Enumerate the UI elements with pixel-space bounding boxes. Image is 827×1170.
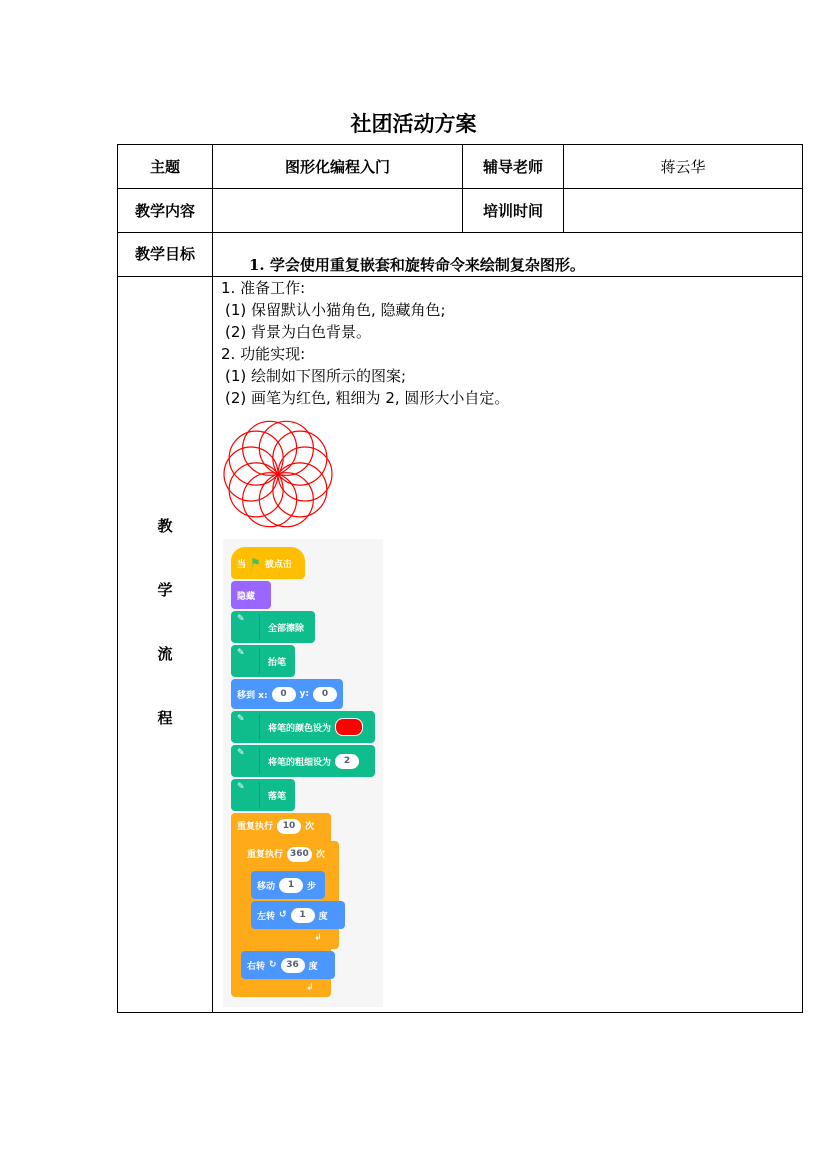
pen-icon: ✎ bbox=[237, 648, 260, 674]
move-steps-input: 1 bbox=[279, 878, 303, 893]
goto-xy-block bbox=[231, 679, 343, 709]
flow-label bbox=[118, 277, 213, 1013]
step-item: (1) 保留默认小猫角色, 隐藏角色; bbox=[225, 301, 446, 319]
turn-right-block bbox=[241, 951, 335, 979]
goto-label: 移到 x: bbox=[237, 690, 268, 701]
goal-value: 1. 学会使用重复嵌套和旋转命令来绘制复杂图形。 bbox=[213, 233, 803, 277]
set-pen-color-block bbox=[231, 711, 375, 743]
flow-content bbox=[213, 277, 803, 1013]
repeat-outer-label: 重复执行 bbox=[237, 822, 274, 832]
flower-circle bbox=[273, 431, 327, 485]
green-flag-icon: ⚑ bbox=[250, 556, 261, 570]
loop-arrow-icon: ↲ bbox=[301, 981, 323, 995]
turn-right-label: 右转 bbox=[247, 961, 266, 972]
flower-circle bbox=[259, 473, 313, 527]
goto-y-input: 0 bbox=[313, 687, 337, 702]
clicked-label: 被点击 bbox=[264, 559, 292, 570]
deg-unit: 度 bbox=[308, 961, 318, 972]
time-value bbox=[564, 189, 803, 233]
row-flow bbox=[118, 277, 803, 1013]
flower-circle bbox=[259, 421, 313, 475]
content-label: 教学内容 bbox=[118, 189, 213, 233]
row-topic bbox=[118, 145, 803, 189]
rotate-right-icon: ↻ bbox=[269, 960, 277, 970]
teacher-value: 蒋云华 bbox=[564, 145, 803, 189]
repeat-inner-label: 重复执行 bbox=[247, 850, 284, 860]
pen-icon: ✎ bbox=[237, 714, 260, 740]
flower-circle bbox=[278, 447, 332, 501]
steps-unit: 步 bbox=[307, 881, 317, 892]
flow-char: 学 bbox=[157, 580, 173, 599]
row-content bbox=[118, 189, 803, 233]
pen-up-block bbox=[231, 645, 295, 677]
erase-all-label: 全部擦除 bbox=[268, 623, 305, 634]
when-flag-block bbox=[231, 547, 305, 579]
turn-right-input: 36 bbox=[281, 958, 305, 973]
flower-circle bbox=[224, 447, 278, 501]
pen-color-swatch bbox=[335, 718, 363, 736]
topic-value: 图形化编程入门 bbox=[213, 145, 463, 189]
flow-char: 流 bbox=[157, 644, 173, 663]
flower-circle bbox=[273, 463, 327, 517]
step-heading: 2. 功能实现: bbox=[221, 345, 306, 363]
repeat-outer-count: 10 bbox=[277, 819, 301, 834]
step-heading: 1. 准备工作: bbox=[221, 279, 306, 297]
turn-left-block bbox=[251, 901, 345, 929]
flower-circle bbox=[243, 473, 297, 527]
flow-char: 程 bbox=[157, 708, 173, 727]
pen-down-block bbox=[231, 779, 295, 811]
pen-down-label: 落笔 bbox=[268, 791, 287, 802]
topic-label: 主题 bbox=[118, 145, 213, 189]
flower-circle bbox=[243, 421, 297, 475]
set-color-label: 将笔的颜色设为 bbox=[268, 723, 332, 734]
flower-circle bbox=[229, 463, 283, 517]
pen-size-input: 2 bbox=[335, 754, 359, 769]
deg-unit: 度 bbox=[318, 911, 328, 922]
scratch-code-image bbox=[223, 539, 383, 1007]
set-pen-size-block bbox=[231, 745, 375, 777]
goto-y-label: y: bbox=[299, 689, 310, 699]
erase-all-block bbox=[231, 611, 315, 643]
teacher-label: 辅导老师 bbox=[463, 145, 564, 189]
content-value bbox=[213, 189, 463, 233]
activity-plan-table bbox=[117, 144, 803, 1013]
hide-block: 隐藏 bbox=[231, 581, 271, 609]
loop-arrow-icon: ↲ bbox=[309, 931, 331, 945]
pen-up-label: 抬笔 bbox=[268, 657, 287, 668]
goto-x-input: 0 bbox=[272, 687, 296, 702]
set-size-label: 将笔的粗细设为 bbox=[268, 757, 332, 768]
move-block bbox=[251, 871, 325, 899]
flow-char: 教 bbox=[157, 516, 173, 535]
time-label: 培训时间 bbox=[463, 189, 564, 233]
pen-icon: ✎ bbox=[237, 782, 260, 808]
times-label: 次 bbox=[315, 850, 325, 860]
step-item: (1) 绘制如下图所示的图案; bbox=[225, 367, 407, 385]
pen-icon: ✎ bbox=[237, 614, 260, 640]
turn-left-input: 1 bbox=[291, 908, 315, 923]
times-label: 次 bbox=[305, 822, 315, 832]
pen-icon: ✎ bbox=[237, 748, 260, 774]
turn-left-label: 左转 bbox=[257, 911, 276, 922]
rotate-left-icon: ↺ bbox=[279, 910, 287, 920]
flower-circle bbox=[229, 431, 283, 485]
when-label: 当 bbox=[237, 559, 247, 570]
goal-label: 教学目标 bbox=[118, 233, 213, 277]
flower-pattern-image bbox=[219, 415, 337, 533]
step-item: (2) 画笔为红色, 粗细为 2, 圆形大小自定。 bbox=[225, 389, 510, 407]
repeat-inner-count: 360 bbox=[287, 847, 312, 862]
page-title: 社团活动方案 bbox=[350, 111, 477, 136]
row-goal bbox=[118, 233, 803, 277]
move-label: 移动 bbox=[257, 881, 276, 892]
step-item: (2) 背景为白色背景。 bbox=[225, 323, 372, 341]
